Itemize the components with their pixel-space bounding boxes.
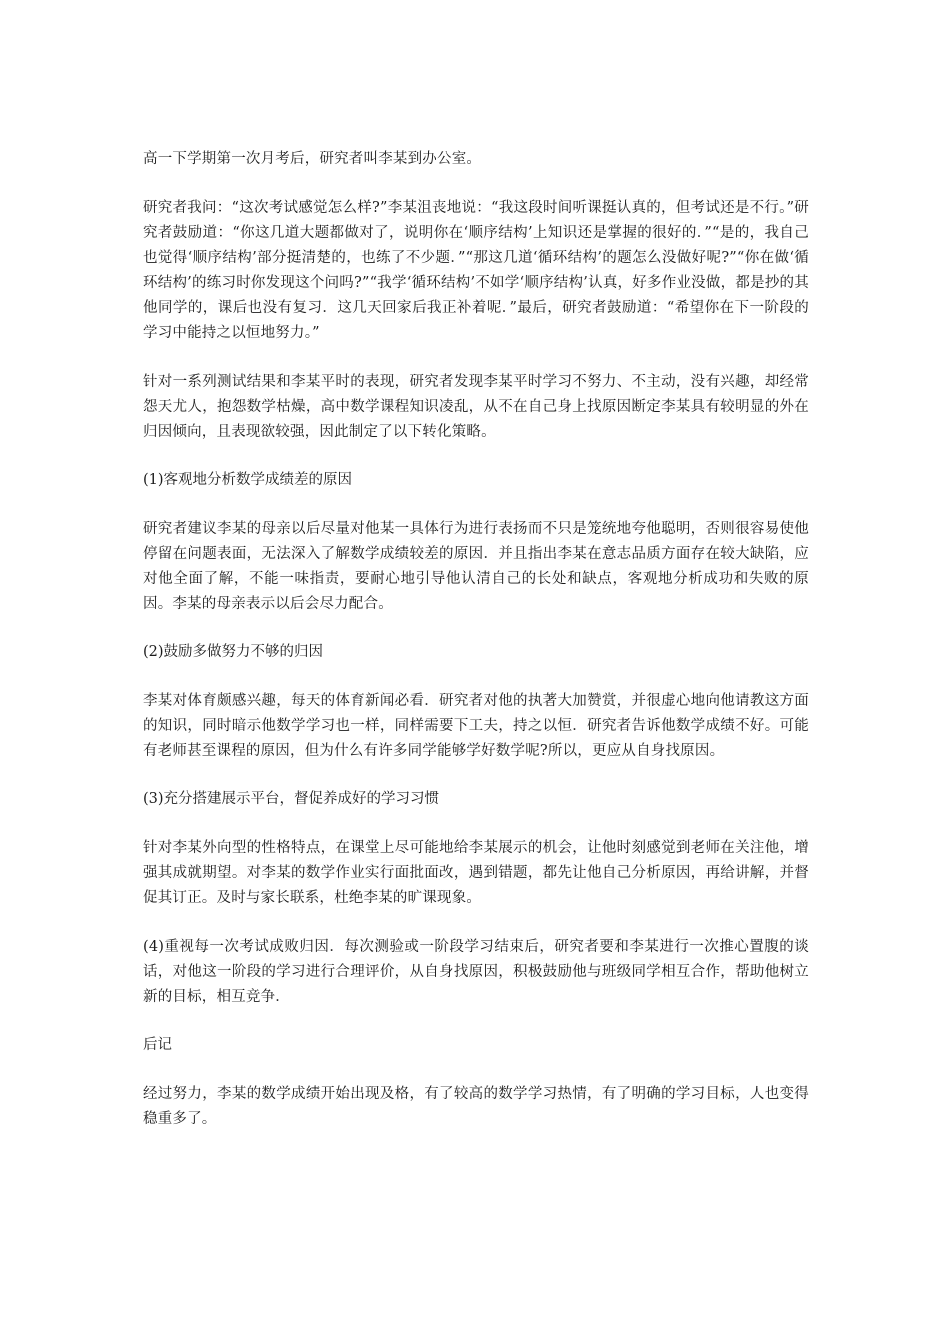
paragraph-afterword: 经过努力，李某的数学成绩开始出现及格，有了较高的数学学习热情，有了明确的学习目标，人也变得稳重多了。 (143, 1086, 809, 1127)
paragraph-strategy-3: 针对李某外向型的性格特点，在课堂上尽可能地给李某展示的机会，让他时刻感觉到老师在关注他，增强其成就期望。对李某的数学作业实行面批面改，遇到错题，都先让他自己分析原因，再给讲解，并督促其订正。及时与家长联系，杜绝李某的旷课现象。 (143, 840, 809, 906)
section-heading-3: (3)充分搭建展示平台，督促养成好的学习习惯 (143, 791, 440, 807)
paragraph-strategy-2: 李某对体育颇感兴趣，每天的体育新闻必看．研究者对他的执著大加赞赏，并很虚心地向他请教这方面的知识，同时暗示他数学学习也一样，同样需要下工夫，持之以恒．研究者告诉他数学成绩不好。可能有老师甚至课程的原因，但为什么有许多同学能够学好数学呢?所以，更应从自身找原因。 (143, 693, 809, 759)
paragraph-dialogue: 研究者我问：“这次考试感觉怎么样?”李某沮丧地说：“我这段时间听课挺认真的，但考试还是不行。”研究者鼓励道：“你这几道大题都做对了，说明你在‘顺序结构’上知识还是掌握的很好的．”“是的，我自己也觉得‘顺序结构’部分挺清楚的，也练了不少题．”“那这几道‘循环结构’的题怎么没做好呢?”“你在做‘循环结构’的练习时你发现这个问吗?”“我学‘循环结构’不如学‘顺序结构’认真，好多作业没做，都是抄的其他同学的，课后也没有复习．这几天回家后我正补着呢．”最后，研究者鼓励道：“希望你在下一阶段的学习中能持之以恒地努力。” (143, 200, 809, 341)
paragraph-strategy-4: (4)重视每一次考试成败归因．每次测验或一阶段学习结束后，研究者要和李某进行一次推心置腹的谈话，对他这一阶段的学习进行合理评价，从自身找原因，积极鼓励他与班级同学相互合作，帮助他树立新的目标，相互竞争． (143, 939, 809, 1005)
paragraph-analysis: 针对一系列测试结果和李某平时的表现，研究者发现李某平时学习不努力、不主动，没有兴趣，却经常怨天尤人，抱怨数学枯燥，高中数学课程知识凌乱，从不在自己身上找原因断定李某具有较明显的外在归因倾向，且表现欲较强，因此制定了以下转化策略。 (143, 374, 809, 440)
paragraph-strategy-1: 研究者建议李某的母亲以后尽量对他某一具体行为进行表扬而不只是笼统地夸他聪明，否则很容易使他停留在问题表面，无法深入了解数学成绩较差的原因．并且指出李某在意志品质方面存在较大缺陷，应对他全面了解，不能一味指责，要耐心地引导他认清自己的长处和缺点，客观地分析成功和失败的原因。李某的母亲表示以后会尽力配合。 (143, 521, 809, 612)
document-body (143, 147, 809, 1156)
section-heading-1: (1)客观地分析数学成绩差的原因 (143, 472, 353, 488)
section-heading-2: (2)鼓励多做努力不够的归因 (143, 644, 324, 660)
section-heading-afterword: 后记 (143, 1037, 172, 1053)
paragraph-intro: 高一下学期第一次月考后，研究者叫李某到办公室。 (143, 151, 482, 167)
